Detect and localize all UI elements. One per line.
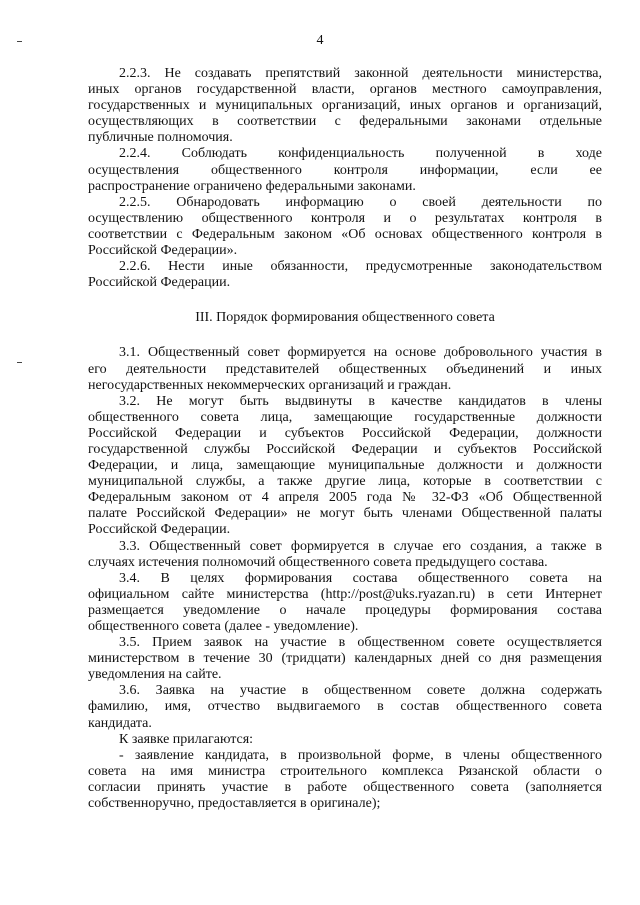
text-line: - заявление кандидата, в произвольной форме, в члены общественного	[119, 747, 602, 763]
text-line: осуществляющих в соответствии с федеральными законами отдельные	[88, 114, 602, 130]
text-line: согласии принять участие в работе общественного совета (заполняется	[88, 779, 602, 795]
text-line: общественного совета (далее - уведомление).	[88, 619, 359, 634]
text-line: официальном сайте министерства (http://post@uks.ryazan.ru) в сети Интернет	[88, 586, 602, 602]
scan-margin-mark	[17, 362, 22, 363]
paragraph-p-3-4	[88, 571, 602, 635]
paragraph-p-3-1	[88, 345, 602, 393]
paragraph-p-attach-1	[88, 748, 602, 812]
text-line: муниципальной службы, а также другие лица, которые в соответствии с	[88, 474, 602, 490]
text-line: Российской Федерации.	[88, 275, 231, 291]
text-line: Российской Федерации».	[88, 243, 238, 259]
text-line: случаях истечения полномочий общественного совета предыдущего состава.	[88, 554, 548, 570]
text-line: совета на имя министра строительного комплекса Рязанской области о	[88, 763, 602, 779]
text-line: иных органов государственной власти, органов местного самоуправления,	[88, 82, 602, 98]
text-line: 2.2.3. Не создавать препятствий законной деятельности министерства,	[119, 66, 602, 81]
text-line: государственных и муниципальных организаций, иных органов и организаций,	[88, 98, 602, 114]
text-line: уведомления на сайте.	[88, 667, 222, 683]
page-number: 4	[316, 33, 324, 48]
paragraphs-before	[88, 66, 602, 291]
text-line: кандидата.	[88, 715, 152, 731]
scan-margin-mark	[17, 41, 22, 42]
text-line: распространение ограничено федеральными законами.	[88, 178, 416, 194]
paragraph-p-3-2	[88, 394, 602, 539]
text-line: К заявке прилагаются:	[119, 731, 254, 747]
text-line: государственной службы Российской Федерации и субъектов Российской	[88, 441, 602, 457]
section-heading: III. Порядок формирования общественного совета	[195, 310, 495, 326]
text-line: 3.5. Прием заявок на участие в общественном совете осуществляется	[119, 635, 602, 651]
text-line: собственноручно, предоставляется в оригинале);	[88, 796, 381, 812]
text-line: Российской Федерации.	[88, 522, 231, 538]
text-line: негосударственных некоммерческих организаций и граждан.	[88, 377, 452, 393]
text-line: размещается уведомление о начале процедуры формирования состава	[88, 602, 602, 618]
document-body	[88, 66, 602, 812]
paragraphs-after	[88, 345, 602, 812]
paragraph-p-3-5	[88, 635, 602, 683]
paragraph-p-2-2-3	[88, 66, 602, 146]
text-line: 3.3. Общественный совет формируется в случае его создания, а также в	[119, 538, 602, 554]
text-line: осуществления общественного контроля информации, если ее	[88, 162, 602, 178]
text-line: палате Российской Федерации» не могут быть членами Общественной палаты	[88, 506, 602, 522]
text-line: 2.2.6. Нести иные обязанности, предусмотренные законодательством	[119, 259, 602, 275]
text-line: Федеральным законом от 4 апреля 2005 года № 32-ФЗ «Об Общественной	[88, 490, 602, 506]
text-line: 3.6. Заявка на участие в общественном совете должна содержать	[119, 683, 602, 699]
text-line: фамилию, имя, отчество выдвигаемого в состав общественного совета	[88, 699, 602, 715]
text-line: общественного совета лица, замещающие государственные должности	[88, 409, 602, 425]
text-line: публичные полномочия.	[88, 130, 233, 146]
text-line: соответствии с Федеральным законом «Об основах общественного контроля в	[88, 226, 602, 242]
text-line: 2.2.5. Обнародовать информацию о своей деятельности по	[119, 194, 602, 210]
paragraph-p-3-3	[88, 539, 602, 571]
text-line: 3.1. Общественный совет формируется на основе добровольного участия в	[119, 345, 602, 361]
text-line: министерством в течение 30 (тридцати) календарных дней со дня размещения	[88, 651, 602, 667]
paragraph-p-3-6	[88, 683, 602, 731]
paragraph-p-2-2-6	[88, 259, 602, 291]
text-line: 2.2.4. Соблюдать конфиденциальность полученной в ходе	[119, 146, 602, 162]
text-line: осуществлению общественного контроля и о результатах контроля в	[88, 210, 602, 226]
text-line: 3.2. Не могут быть выдвинуты в качестве кандидатов в члены	[119, 393, 602, 409]
text-line: 3.4. В целях формирования состава общественного совета на	[119, 570, 602, 586]
paragraph-p-2-2-4	[88, 146, 602, 194]
text-line: Федерации, и лица, замещающие муниципальные должности и должности	[88, 458, 602, 474]
paragraph-p-2-2-5	[88, 195, 602, 259]
text-line: его деятельности представителей общественных объединений и иных	[88, 361, 602, 377]
text-line: Российской Федерации и субъектов Российской Федерации, должности	[88, 425, 602, 441]
paragraph-p-attach	[88, 732, 602, 748]
